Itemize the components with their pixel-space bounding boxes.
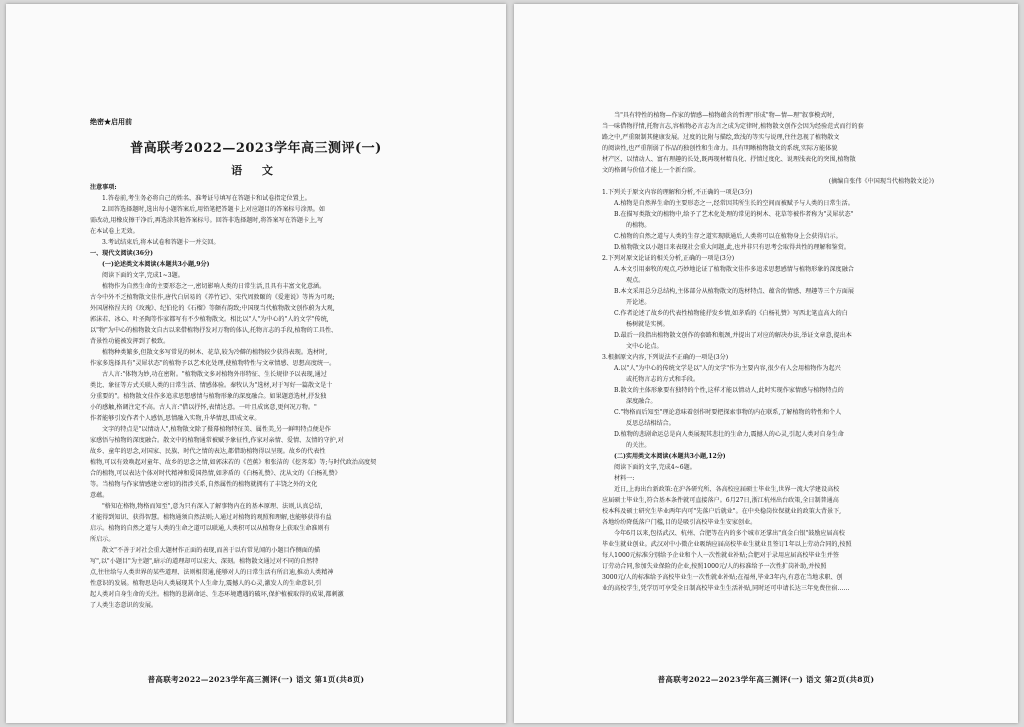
text-line: 作者能够引发作者个人感悟,思情融入实物,升华情思,即成文章。 (90, 415, 261, 422)
text-line: 3.根据原文内容,下列说法不正确的一项是(3分) (602, 354, 729, 361)
text-line: C.作者论述了故乡的代表性植物能抒发乡情,如茅盾的《白杨礼赞》写西北笔直高大的白 (614, 310, 848, 317)
text-line: 植物种类繁多,但散文多写常见的树木、花草,较为冷僻的植物较少获得表现。选材时, (102, 349, 328, 356)
text-line: 等。当植物与作家情感建立密切的指涉关系,自然属性的植物就拥有了丰饶之外的文化 (90, 481, 318, 488)
text-line: 散文"不善于对社会重大题材作正面的表现,而善于以有常见闻的小题目作侧面的描 (102, 547, 321, 554)
text-line: (二)实用类文本阅读(本题共3小题,12分) (614, 453, 726, 460)
text-line: 每人1000元标准分别给予企业和个人一次性就业补贴;合肥对于录用应届高校毕业生并签 (602, 552, 839, 559)
text-line: 郭沫若、冰心、叶圣陶等作家都写有不少植物散文。相比以"人"为中心的"人的文学"传统, (90, 316, 329, 323)
text-line: 毕业生就业创业。武汉对中小微企业吸纳应届高校毕业生就业且签订1年以上劳动合同的,按照 (602, 541, 852, 548)
text-line: 深度融合。 (626, 398, 657, 405)
text-line: 的阅读性,也严重削弱了作品的独创性和生命力。具有明晰植物散文的系统,实际方能体貌 (602, 145, 838, 152)
text-line: 各地纷纷降低落户门槛,目的是吸引高校毕业生安家创业。 (602, 519, 757, 526)
text-line: 反思总结相结合。 (626, 420, 675, 427)
text-line: 文字的特点是"以情动人",植物散文除了摄幕植物特征美、属性美,另一鲜明特点便是作 (102, 426, 331, 433)
text-line: 合的植物,可以表达个体对时代精神和爱国热情,如茅盾的《白杨礼赞》、沈从文的《白杨礼赞》 (90, 470, 341, 477)
text-line: 应届硕士毕业生,符合基本条件就可直接落户。6月27日,浙江杭州出台政策,全日制普通高 (602, 497, 839, 504)
text-line: 2.回答选择题时,选出每小题答案后,用铅笔把答题卡上对应题目的答案标号涂黑。如 (102, 206, 325, 213)
text-line: 写",以"小题目"为主题",暗示的道理却可以宏大、深刻。植物散文通过对不同的自然特 (90, 558, 319, 565)
text-line: 古人言:"体物为妙,功在密附。"植物散文多对植物外形特征、生长规律予以表现,通过 (102, 371, 327, 378)
text-line: 家感悟与植物的深度融合。散文中的植物通常被赋予象征性,作家对亲情、爱情、友情的守护,对 (90, 437, 344, 444)
text-line: 所启示。 (90, 536, 115, 543)
text-line: 杨树就是实例。 (626, 321, 669, 328)
text-line: 阅读下面的文字,完成4~6题。 (614, 464, 696, 471)
page-2-footer: 普高联考2022—2023学年高三测评(一) 语文 第2页(共8页) (657, 675, 875, 684)
text-line: 或托物言志的方式和手段。 (626, 376, 700, 383)
text-line: 开论述。 (626, 299, 651, 306)
secret-label: 绝密★启用前 (90, 117, 132, 126)
text-line: (一)论述类文本阅读(本题共3小题,9分) (102, 261, 210, 268)
text-line: 分重要的"。植物散文佳作多追求思想感情与植物形象的深度融合。如果题意选材,抒发独 (90, 393, 327, 400)
page-1-body (90, 182, 422, 611)
text-line: 校本科及硕士研究生毕业两年内可"先落户后就业"。在中央稳岗位保就业的政策大背景下, (602, 508, 842, 515)
text-line: B.本文采用总分总结构,主体部分从植物散文的选材特点、蕴含的情感、理趣等三个方面展 (614, 288, 854, 295)
text-line: C.植物的自然之道与人类的生存之道实现联通后,人类将可以在植物身上会获得启示。 (614, 233, 842, 240)
text-line: D.植物的悲剧命运总是向人类展现其悲壮的生命力,震撼人的心灵,引起人类对自身生命 (614, 431, 844, 438)
text-line: 2.下列对原文论证的相关分析,正确的一项是(3分) (602, 255, 735, 262)
text-line: A.本文引用秦牧的观点,巧妙地论证了植物散文佳作多追求思想感情与植物形象的深度融合 (614, 266, 854, 273)
page-1 (6, 4, 506, 723)
text-line: 当一味借物抒情,托物言志,容植物必言志为言之成为定律时,植物散文创作会因为经验范式而行的套 (602, 123, 864, 130)
text-line: 文中心论点。 (626, 343, 663, 350)
text-line: 的关注。 (626, 442, 651, 449)
text-line: 才能得到知识、获得智慧。植物通须自然法则;人通过对植物的观照和理解,也能够获得有益 (90, 514, 332, 521)
text-line: 启示。植物的自然之道与人类的生命之道可以联通,人类积可以从植物身上获取生命准则有 (90, 525, 330, 532)
text-line: 故乡、童年的思念,对国家、民族、时代之情的表达,都借助植物得以呈现。故乡的代表性 (90, 448, 326, 455)
text-line: 古今中外不乏植物散文佳作,唐代白居易的《养竹记》、宋代周敦颐的《爱莲说》等皆为可观; (90, 294, 335, 301)
text-line: 作家多选择具有"灵犀状态"的植物予以艺术化处理,使植物特性与文章情感、思想高度统一。 (90, 360, 336, 367)
text-line: 背景性功能被发挥到了极致。 (90, 338, 170, 345)
text-line: 需改动,用橡皮擦干净后,再选涂其他答案标号。回答非选择题时,将答案写在答题卡上,写 (90, 217, 324, 224)
text-line: 今年6月以来,包括武汉、杭州、合肥等在内的多个城市还掌出"真金白银"鼓励应届高校 (614, 530, 845, 537)
text-line: 观点。 (626, 277, 645, 284)
text-line: 意蕴。 (90, 492, 109, 499)
subject-heading: 语 文 (231, 164, 281, 177)
exam-title: 普高联考2022—2023学年高三测评(一) (130, 141, 382, 156)
text-line: 当"具有特性的植物—作家的情感—植物蕴含的哲理"形成"物—情—理"叙事模式时, (614, 112, 835, 119)
text-line: D.植物散文以小题目来表现社会重大问题,此,也并非只有思考会取得共性的理解和鉴赏。 (614, 244, 850, 251)
text-line: 3.考试结束后,将本试卷和答题卡一并交回。 (102, 239, 220, 246)
text-line: A.植物是自然界生命的主要形态之一,经常因其所生长的空间而被赋予与人类的日常生活。 (614, 200, 854, 207)
text-line: B.散文的主体形象要有独特的个性,这样才能以情动人,此时实现作家情感与植物特点的 (614, 387, 844, 394)
text-line: 植物,可以有效唤起对童年、故乡的思念之情,如郭沫若的《芭蕉》和张洁的《挖荠菜》等;与时代政治高度契 (90, 459, 377, 466)
text-line: (摘编自张伟《中国现当代植物散文论》) (828, 178, 934, 185)
text-line: 注意事项: (90, 184, 117, 191)
text-line: 以"物"为中心的植物散文自古以来借植物抒发对万物的体认,托物言志的手段,植物的工具性、 (90, 327, 338, 334)
text-line: 路之中,严重限制其健康发展。过度的比附与描绘,致浅的等实与说理,往往忽视了植物散文 (602, 134, 840, 141)
text-line: D.最后一段指出植物散文创作的套路和瓶颈,并提出了对应的解决办法,举证文章意,提出本 (614, 332, 852, 339)
text-line: "格知在格物,物格而知至",意为只有深入了解事物内在的基本原理、法则,认真总结, (102, 503, 323, 510)
text-line: C."物格而后知至"理论意味着创作时要把探索事物的内在联系,了解植物的特性和个人 (614, 409, 842, 416)
text-line: 外国屠格涅夫的《玫瑰》、纪伯伦的《石榴》等颇有韵致;中国现当代植物散文创作蔚为大观, (90, 305, 335, 312)
text-line: 1.答卷前,考生务必将自己的姓名、准考证号填写在答题卡和试卷指定位置上。 (102, 195, 311, 202)
text-line: 材料一: (614, 475, 635, 482)
text-line: 业的高校学生,凭学历可享受全日制高校毕业生生活补贴,同时还可申请长达三年免费住宿…… (602, 585, 850, 592)
text-line: 1.下列关于原文内容的理解和分析,不正确的一项是(3分) (602, 189, 753, 196)
text-line: 植物作为自然生命的主要形态之一,密切影响人类的日常生活,且具有丰富文化意涵。 (102, 283, 326, 290)
text-line: 3000元/人的标准给予高校毕业生一次性就业补贴;在福州,毕业3年内,有意在当地求职、创 (602, 574, 843, 581)
text-line: 在本试卷上无效。 (90, 228, 139, 235)
text-line: 了人类生态意识的发展。 (90, 602, 158, 609)
text-line: 起人类对自身生命的关注。植物的悲剧命运、生态环境遭遇的破坏,保护植被取得的成果,都刺激 (90, 591, 344, 598)
text-line: 点,往往给与人类世界的某些道理、法则相贯通,能够对人的日常生活有所启迪,推动人类精神 (90, 569, 334, 576)
text-line: 订劳动合同,参加失业保险的企业,按照1000元/人的标准给予一次性扩岗补助,并按照 (602, 563, 827, 570)
text-line: 一、现代文阅读(36分) (90, 250, 153, 257)
text-line: 小的感触,格调注定不高。古人言:"借以抒怀,表情达意。一叶且成寓意,更何况万物。" (90, 404, 317, 411)
text-line: 材产区、以情动人、富有理趣的长处,既再现材精良化、抒情过度化、说理浅表化的突围,植物散 (602, 156, 856, 163)
text-line: 近日,上海出台新政策:在沪各研究所、各高校应届硕士毕业生,世界一流大学建设高校 (614, 486, 840, 493)
page-2 (514, 4, 1018, 723)
text-line: 的植物。 (626, 222, 651, 229)
text-line: 文的格调与价值才能上一个新台阶。 (602, 167, 700, 174)
text-line: A.以"人"为中心的传统文学是以"人的文学"作为主要内容,很少有人会用植物作为起兴 (614, 365, 841, 372)
page-2-body (602, 110, 940, 594)
page-1-footer: 普高联考2022—2023学年高三测评(一) 语文 第1页(共8页) (147, 675, 365, 684)
text-line: B.在描写类散文的植物中,给予了艺术化处理的常见的树木、花草等被作者称为"灵犀状态" (614, 211, 854, 218)
text-line: 性意识的发展。植物思是向人类展现其个人生命力,震撼人的心灵,激发人的生命意识,引 (90, 580, 322, 587)
text-line: 阅读下面的文字,完成1~3题。 (102, 272, 184, 279)
text-line: 类比、象征等方式关联人类的日常生活、情感体验。秦牧认为"选材,对于写好一篇散文是十 (90, 382, 333, 389)
